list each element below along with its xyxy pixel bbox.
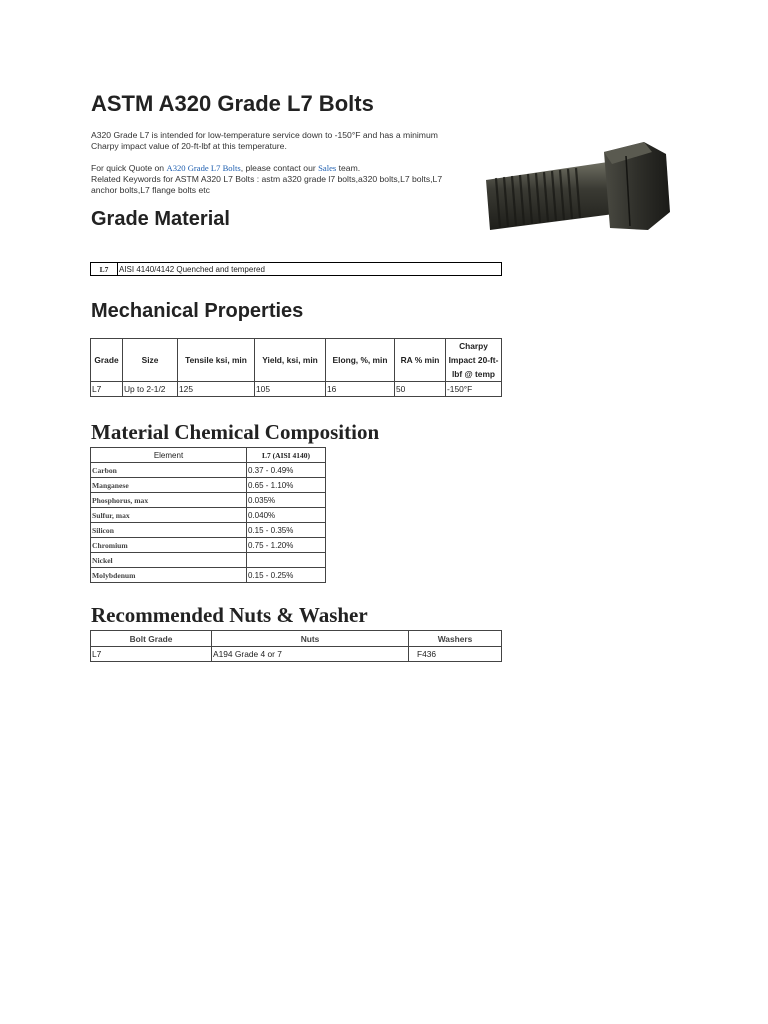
element-value: 0.15 - 0.35%: [247, 523, 326, 538]
quote-prefix: For quick Quote on: [91, 163, 167, 173]
element-value: [247, 553, 326, 568]
element-value: 0.65 - 1.10%: [247, 478, 326, 493]
table-row: [91, 553, 326, 568]
quote-suffix: team.: [336, 163, 361, 173]
col-grade: Grade: [91, 339, 123, 382]
quote-line: [91, 163, 466, 174]
grade-material-table: [90, 262, 502, 276]
element-name: Manganese: [91, 478, 247, 493]
table-row: [91, 263, 502, 276]
cell-ra: 50: [395, 382, 446, 397]
quote-middle: , please contact our: [240, 163, 319, 173]
nuts-washer-table: [90, 630, 502, 662]
col-charpy: Charpy Impact 20-ft-lbf @ temp: [446, 339, 502, 382]
table-row: [91, 478, 326, 493]
element-name: Phosphorus, max: [91, 493, 247, 508]
sales-link[interactable]: Sales: [318, 163, 337, 173]
mechanical-properties-table: [90, 338, 502, 397]
grade-cell: L7: [91, 263, 118, 276]
element-name: Silicon: [91, 523, 247, 538]
cell-washers: F436: [409, 647, 502, 662]
col-nuts: Nuts: [212, 631, 409, 647]
cell-tensile: 125: [178, 382, 255, 397]
related-keywords: Related Keywords for ASTM A320 L7 Bolts : astm a320 grade l7 bolts,a320 bolts,L7 bolts,L7 anchor bolts,L7 flange bolts etc: [91, 174, 443, 195]
element-value: 0.035%: [247, 493, 326, 508]
intro-text: A320 Grade L7 is intended for low-temperature service down to -150°F and has a minimum Charpy impact value of 20-ft-lbf at this temperature.: [91, 130, 438, 151]
col-bolt-grade: Bolt Grade: [91, 631, 212, 647]
col-elong: Elong, %, min: [326, 339, 395, 382]
grade-material-heading: Grade Material: [91, 208, 230, 230]
chemical-composition-heading: Material Chemical Composition: [91, 420, 380, 444]
element-value: 0.75 - 1.20%: [247, 538, 326, 553]
table-row: [91, 463, 326, 478]
element-name: Carbon: [91, 463, 247, 478]
mechanical-properties-heading: Mechanical Properties: [91, 300, 304, 322]
element-value: 0.15 - 0.25%: [247, 568, 326, 583]
element-value: 0.37 - 0.49%: [247, 463, 326, 478]
element-name: Molybdenum: [91, 568, 247, 583]
cell-nuts: A194 Grade 4 or 7: [212, 647, 409, 662]
table-row: [91, 523, 326, 538]
cell-bolt-grade: L7: [91, 647, 212, 662]
table-row: [91, 568, 326, 583]
a320-bolts-link[interactable]: A320 Grade L7 Bolts: [166, 163, 241, 173]
page-title: ASTM A320 Grade L7 Bolts: [91, 91, 374, 116]
nuts-washer-heading: Recommended Nuts & Washer: [91, 603, 368, 627]
element-name: Chromium: [91, 538, 247, 553]
table-row: [91, 493, 326, 508]
table-row: [91, 508, 326, 523]
table-header-row: [91, 339, 502, 382]
cell-grade: L7: [91, 382, 123, 397]
cell-size: Up to 2-1/2: [123, 382, 178, 397]
table-header-row: [91, 448, 326, 463]
col-ra: RA % min: [395, 339, 446, 382]
table-row: [91, 647, 502, 662]
element-name: Nickel: [91, 553, 247, 568]
material-cell: AISI 4140/4142 Quenched and tempered: [118, 263, 502, 276]
chemical-composition-table: [90, 447, 326, 583]
col-yield: Yield, ksi, min: [255, 339, 326, 382]
col-l7: L7 (AISI 4140): [247, 448, 326, 463]
element-value: 0.040%: [247, 508, 326, 523]
table-row: [91, 538, 326, 553]
hex-bolt-image: [476, 138, 672, 240]
col-size: Size: [123, 339, 178, 382]
cell-elong: 16: [326, 382, 395, 397]
table-header-row: [91, 631, 502, 647]
element-name: Sulfur, max: [91, 508, 247, 523]
table-row: [91, 382, 502, 397]
cell-yield: 105: [255, 382, 326, 397]
col-tensile: Tensile ksi, min: [178, 339, 255, 382]
col-element: Element: [91, 448, 247, 463]
col-washers: Washers: [409, 631, 502, 647]
cell-charpy: -150°F: [446, 382, 502, 397]
